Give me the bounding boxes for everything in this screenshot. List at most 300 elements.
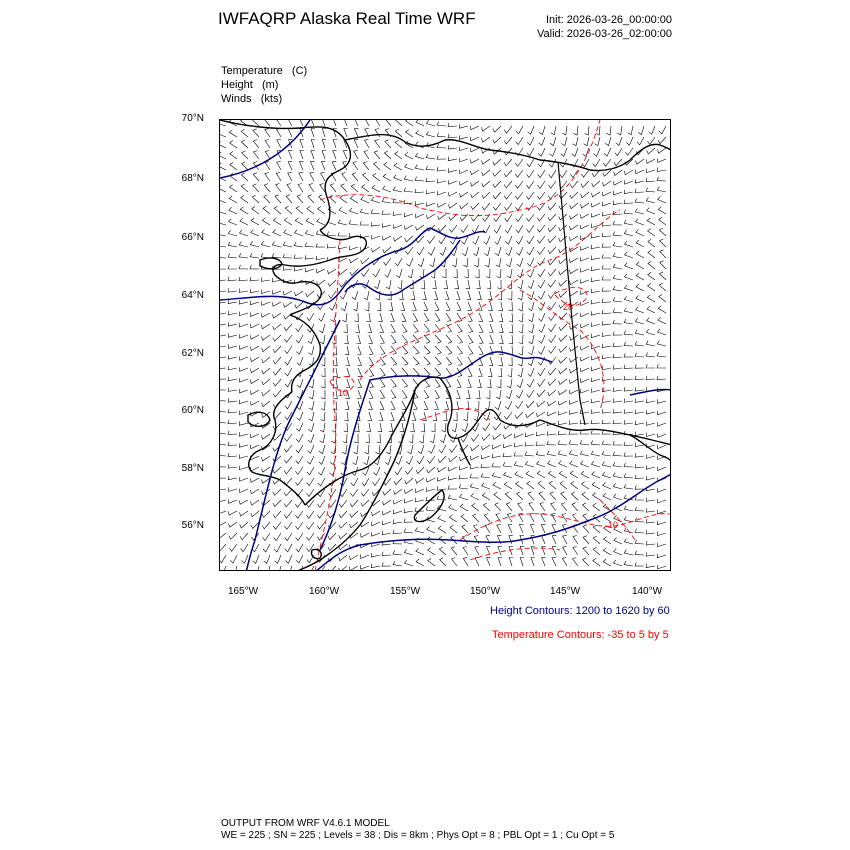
height-contour	[320, 380, 370, 550]
wind-barb	[616, 137, 622, 146]
wind-barb	[482, 126, 491, 131]
wind-barb	[499, 324, 503, 333]
wind-barb	[583, 525, 589, 533]
wind-barb	[432, 280, 436, 289]
wind-barb	[462, 423, 468, 432]
wind-barb	[368, 412, 372, 421]
wind-barb	[446, 368, 451, 376]
wind-barb	[261, 301, 270, 305]
wind-barb	[439, 445, 446, 453]
wind-barb	[548, 291, 556, 298]
wind-barb	[580, 324, 589, 328]
wind-barb	[285, 533, 292, 541]
wind-barb	[321, 401, 325, 410]
wind-barb	[487, 557, 491, 566]
wind-barb	[470, 126, 479, 130]
wind-barb	[358, 357, 362, 366]
wind-barb	[495, 236, 501, 244]
wind-barb	[353, 302, 358, 311]
wind-barb	[559, 335, 567, 342]
wind-barb	[515, 159, 523, 166]
wind-barb	[308, 195, 314, 203]
wind-barb	[529, 313, 534, 322]
wind-barb	[228, 464, 237, 468]
wind-barb	[580, 214, 589, 218]
wind-barb	[220, 163, 226, 170]
wind-barb	[296, 434, 303, 442]
wind-barb	[228, 277, 237, 281]
wind-barb	[307, 467, 314, 475]
wind-barb	[415, 153, 424, 159]
wind-barb	[377, 434, 381, 443]
wind-barb	[307, 533, 315, 540]
wind-barb	[294, 255, 303, 259]
wind-barb	[368, 401, 372, 410]
wind-barb	[277, 161, 281, 170]
wind-barb	[354, 434, 358, 443]
wind-barb	[448, 145, 457, 149]
wind-barb	[488, 368, 492, 377]
wind-barb	[274, 533, 281, 541]
wind-barb	[463, 547, 468, 556]
wind-barb	[286, 195, 292, 203]
wind-barb	[220, 354, 226, 358]
wind-barb	[285, 357, 292, 365]
wind-barb	[625, 285, 634, 291]
wind-barb	[404, 176, 413, 181]
wind-barb	[239, 432, 248, 436]
wind-barb	[602, 355, 611, 359]
wind-barb	[339, 269, 347, 275]
wind-barb	[515, 412, 523, 419]
wind-barb	[581, 389, 590, 393]
wind-barb	[405, 152, 413, 159]
wind-barb	[385, 120, 391, 126]
wind-barb	[253, 555, 259, 563]
wind-barb	[483, 503, 490, 511]
wind-barb	[273, 467, 281, 473]
wind-barb	[385, 269, 391, 277]
wind-barb	[220, 141, 226, 148]
wind-barb	[526, 401, 534, 408]
wind-barb	[369, 357, 374, 366]
wind-barb	[360, 221, 369, 225]
wind-barb	[475, 401, 479, 410]
wind-barb	[593, 558, 600, 566]
wind-barb	[228, 344, 237, 348]
wind-barb	[495, 247, 501, 256]
wind-barb	[385, 456, 391, 465]
wind-barb	[494, 492, 501, 500]
wind-barb	[251, 230, 259, 236]
wind-barb	[264, 184, 270, 192]
wind-barb	[283, 266, 292, 270]
wind-barb	[471, 181, 480, 186]
wind-barb	[493, 126, 501, 132]
wind-barb	[465, 269, 469, 278]
wind-barb	[395, 120, 402, 126]
wind-barb	[382, 511, 391, 515]
wind-barb	[319, 324, 325, 333]
wind-barb	[408, 269, 413, 278]
wind-barb	[220, 311, 226, 315]
wind-barb	[253, 129, 259, 137]
wind-barb	[660, 261, 666, 269]
wind-barb	[220, 397, 226, 401]
wind-barb	[613, 365, 622, 369]
wind-barb	[395, 467, 402, 475]
wind-barb	[591, 267, 600, 271]
coastline-nunivak	[248, 412, 270, 426]
wind-barb	[537, 379, 545, 386]
wind-barb	[530, 524, 534, 533]
wind-barb	[613, 221, 622, 225]
wind-barb	[371, 210, 380, 215]
wind-barb	[382, 552, 391, 556]
wind-barb	[319, 445, 325, 454]
wind-barb	[657, 399, 666, 403]
wind-barb	[413, 313, 418, 322]
wind-barb	[346, 379, 350, 388]
wind-barb	[220, 408, 226, 412]
wind-barb	[250, 265, 259, 269]
wind-barb	[646, 159, 655, 163]
wind-barb	[580, 346, 589, 350]
wind-barb	[591, 289, 600, 293]
wind-barb	[460, 466, 469, 470]
wind-barb	[537, 471, 545, 478]
wind-barb	[646, 508, 655, 512]
wind-barb	[505, 492, 512, 500]
wind-barb	[519, 313, 523, 322]
wind-barb	[424, 368, 430, 376]
wind-barb	[624, 420, 633, 424]
wind-barb	[569, 390, 578, 394]
wind-barb	[242, 151, 248, 159]
wind-barb	[646, 410, 655, 414]
map-canvas	[220, 120, 671, 571]
wind-barb	[538, 148, 545, 156]
wind-barb	[516, 203, 524, 210]
wind-barb	[395, 140, 402, 148]
wind-barb	[285, 206, 292, 214]
wind-barb	[462, 525, 468, 533]
wind-barb	[437, 203, 446, 207]
wind-barb	[320, 184, 325, 193]
wind-barb	[404, 549, 413, 555]
wind-barb	[569, 430, 578, 434]
wind-barb	[613, 409, 622, 413]
wind-barb	[635, 507, 644, 511]
wind-barb	[459, 170, 468, 174]
wind-barb	[415, 189, 424, 193]
field-list	[221, 64, 307, 106]
wind-barb	[391, 357, 397, 365]
wind-barb	[492, 473, 501, 479]
wind-barb	[646, 530, 655, 534]
wind-barb	[499, 357, 503, 366]
wind-barb	[460, 158, 469, 162]
wind-barb	[635, 551, 644, 555]
wind-barb	[357, 346, 361, 355]
wind-barb	[372, 247, 381, 252]
wind-barb	[548, 225, 556, 232]
wind-barb	[283, 242, 292, 247]
wind-barb	[658, 422, 667, 426]
wind-barb	[393, 520, 402, 524]
wind-barb	[624, 561, 633, 566]
wind-barb	[646, 353, 655, 358]
wind-barb	[573, 558, 579, 566]
coastline-arctic	[220, 120, 350, 230]
wind-barb	[482, 483, 490, 489]
wind-barb	[322, 129, 326, 138]
wind-barb	[624, 365, 633, 369]
wind-barb	[516, 401, 523, 409]
wind-barb	[657, 411, 666, 415]
wind-barb	[306, 500, 314, 507]
wind-barb	[658, 137, 666, 144]
wind-barb	[285, 368, 292, 376]
wind-barb	[393, 510, 402, 514]
wind-barb	[457, 335, 463, 343]
wind-barb	[613, 441, 622, 445]
wind-barb	[658, 317, 666, 324]
wind-barb	[496, 390, 501, 399]
wind-barb	[349, 220, 358, 225]
wind-barb	[635, 562, 644, 566]
wind-barb	[277, 128, 282, 137]
wind-barb	[369, 368, 374, 377]
wind-barb	[435, 346, 441, 354]
wind-barb	[613, 211, 622, 215]
wind-barb	[625, 148, 633, 155]
wind-barb	[559, 291, 567, 297]
wind-barb	[530, 513, 534, 522]
wind-barb	[220, 566, 226, 571]
wind-barb	[497, 280, 501, 289]
wind-barb	[516, 236, 523, 244]
wind-barb	[220, 242, 226, 247]
wind-barb	[401, 302, 405, 311]
wind-barb	[328, 280, 336, 286]
wind-barb	[228, 377, 237, 381]
wind-barb	[398, 280, 402, 289]
wind-barb	[402, 368, 408, 376]
wind-barb	[228, 431, 237, 435]
wind-barb	[371, 197, 380, 203]
wind-barb	[516, 214, 523, 222]
wind-barb	[660, 250, 666, 258]
wind-barb	[506, 247, 512, 256]
wind-barb	[613, 181, 622, 185]
wind-barb	[365, 139, 370, 148]
wind-barb	[250, 478, 259, 482]
wind-barb	[646, 376, 655, 380]
wind-barb	[463, 557, 468, 566]
wind-barb	[296, 206, 303, 214]
wind-barb	[591, 245, 600, 249]
wind-barb	[559, 346, 567, 352]
wind-barb	[558, 401, 567, 405]
wind-barb	[228, 254, 237, 259]
wind-barb	[354, 120, 358, 126]
wind-barb	[284, 467, 292, 474]
wind-barb	[344, 423, 348, 432]
wind-barb	[339, 533, 347, 539]
wind-barb	[404, 529, 413, 534]
contour-label: 28	[563, 302, 574, 312]
wind-barb	[602, 420, 611, 424]
wind-barb	[518, 368, 523, 377]
wind-barb	[353, 445, 358, 454]
wind-barb	[614, 494, 623, 500]
wind-barb	[603, 170, 611, 176]
wind-barb	[329, 195, 336, 203]
wind-barb	[426, 154, 435, 159]
wind-barb	[470, 456, 479, 460]
wind-barb	[230, 162, 237, 170]
wind-barb	[635, 330, 644, 335]
wind-barb	[307, 489, 314, 497]
wind-barb	[402, 346, 408, 354]
wind-barb	[311, 151, 315, 160]
wind-barb	[493, 170, 501, 176]
wind-barb	[308, 423, 314, 432]
wind-barb	[339, 555, 347, 561]
wind-barb	[459, 475, 468, 479]
wind-barb	[240, 522, 248, 528]
wind-barb	[635, 421, 644, 425]
wind-barb	[474, 536, 479, 545]
wind-barb	[435, 379, 440, 388]
wind-barb	[413, 346, 419, 354]
wind-barb	[449, 225, 457, 232]
wind-barb	[327, 231, 336, 236]
wind-barb	[306, 268, 315, 272]
wind-barb	[484, 247, 490, 256]
wind-barb	[319, 313, 326, 321]
border-canada	[558, 162, 585, 425]
wind-barb	[582, 482, 590, 489]
wind-barb	[538, 368, 545, 376]
wind-barb	[625, 252, 634, 258]
wind-barb	[273, 368, 281, 375]
coastline-seward	[273, 230, 366, 315]
wind-barb	[273, 335, 281, 341]
wind-barb	[426, 202, 435, 206]
wind-barb	[228, 511, 237, 515]
wind-barb	[636, 240, 644, 247]
wind-barb	[228, 355, 237, 359]
wind-barb	[404, 489, 413, 494]
wind-barb	[220, 418, 226, 423]
wind-barb	[333, 120, 337, 126]
wind-barb	[635, 432, 644, 436]
wind-barb	[383, 521, 392, 525]
wind-barb	[424, 302, 428, 311]
wind-barb	[489, 324, 493, 333]
wind-barb	[240, 218, 248, 225]
wind-barb	[657, 532, 666, 536]
wind-barb	[228, 333, 237, 337]
wind-barb	[592, 482, 600, 489]
wind-barb	[379, 412, 383, 421]
wind-barb	[635, 475, 644, 479]
wind-barb	[317, 218, 325, 225]
wind-barb	[624, 484, 633, 489]
wind-barb	[378, 313, 382, 322]
wind-barb	[273, 511, 281, 518]
wind-barb	[299, 172, 303, 181]
wind-barb	[240, 378, 249, 382]
wind-barb	[646, 465, 655, 469]
wind-barb	[435, 357, 441, 365]
wind-barb	[251, 218, 259, 225]
wind-barb	[658, 148, 667, 153]
wind-barb	[287, 184, 292, 193]
wind-barb	[591, 430, 600, 434]
wind-barb	[319, 456, 325, 464]
wind-barb	[484, 236, 490, 244]
wind-barb	[602, 332, 611, 336]
wind-barb	[406, 120, 413, 126]
lon-label-140w: 140°W	[631, 586, 663, 597]
wind-barb	[318, 478, 325, 486]
wind-barb	[528, 302, 534, 311]
wind-barb	[548, 368, 556, 375]
wind-barb	[220, 475, 226, 479]
wind-barb	[240, 207, 248, 214]
wind-barb	[477, 379, 481, 388]
wind-barb	[264, 195, 270, 203]
wind-barb	[424, 357, 430, 365]
wind-barb	[613, 297, 622, 302]
wind-barb	[593, 159, 600, 167]
wind-barb	[393, 500, 402, 504]
wind-barb	[339, 500, 347, 507]
wind-barb	[361, 196, 369, 203]
wind-barb	[585, 126, 589, 135]
wind-barb	[228, 230, 237, 236]
wind-barb	[316, 269, 325, 273]
wind-barb	[487, 379, 491, 388]
wind-barb	[580, 400, 589, 404]
wind-barb	[517, 269, 523, 278]
wind-barb	[624, 463, 633, 467]
wind-barb	[593, 493, 601, 500]
wind-barb	[273, 346, 281, 353]
wind-barb	[602, 287, 611, 291]
wind-barb	[636, 229, 644, 236]
wind-barb	[603, 493, 611, 500]
coastline-north-slope	[345, 135, 671, 171]
wind-barb	[338, 232, 347, 236]
wind-barb	[473, 236, 480, 244]
wind-barb	[624, 220, 633, 225]
wind-barb	[536, 442, 545, 446]
wind-barb	[624, 342, 633, 346]
wind-barb	[363, 162, 369, 170]
wind-barb	[483, 423, 490, 431]
wind-barb	[449, 505, 457, 511]
wind-barb	[569, 258, 578, 263]
wind-barb	[603, 548, 611, 555]
wind-barb	[657, 341, 666, 346]
wind-barb	[390, 313, 394, 322]
wind-barb	[349, 555, 358, 560]
wind-barb	[493, 181, 501, 188]
